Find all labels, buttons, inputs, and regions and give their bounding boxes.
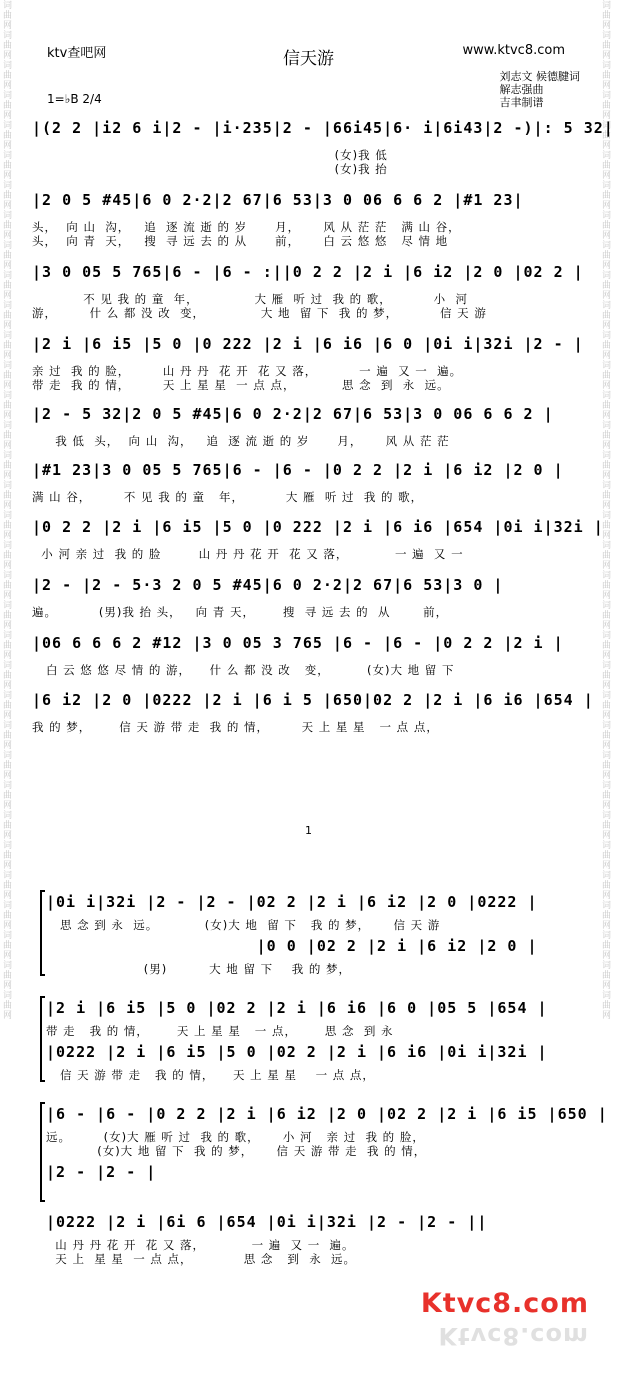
lyric-line-upper: 远。 (女)大 雁 听 过 我 的 歌， 小 河 亲 过 我 的 脸， (46, 1130, 425, 1144)
lyric-line: 我 低 头， 向 山 沟， 追 逐 流 逝 的 岁 月， 风 从 茫 茫 (32, 434, 450, 448)
side-watermark-text: 词曲网词曲网词曲网词曲网词曲网词曲网词曲网词曲网词曲网词曲网词曲网词曲网词曲网词曲网词曲网词曲网词曲网词曲网词曲网词曲网词曲网词曲网词曲网词曲网词曲网词曲网词曲网词曲网词曲网词曲网词曲网词曲网词曲网词曲网 (1, 0, 11, 1020)
notation-line: |6 i2 |2 0 |0222 |2 i |6 i 5 |650|02 2 |2 i |6 i6 |654 | (32, 691, 594, 709)
notation-line: |06 6 6 6 2 #12 |3 0 05 3 765 |6 - |6 - |0 2 2 |2 i | (32, 634, 564, 652)
score-row-8 (32, 575, 585, 619)
logo-reflection-k: K (438, 1322, 459, 1350)
notation-line-lower: |0 0 |02 2 |2 i |6 i2 |2 0 | (46, 937, 538, 955)
side-watermark-text: 词曲网词曲网词曲网词曲网词曲网词曲网词曲网词曲网词曲网词曲网词曲网词曲网词曲网词曲网词曲网词曲网词曲网词曲网词曲网词曲网词曲网词曲网词曲网词曲网词曲网词曲网词曲网词曲网词曲网词曲网词曲网词曲网词曲网词曲网 (600, 0, 610, 1020)
lyric-line-upper: 思 念 到 永 远。 (女)大 地 留 下 我 的 梦， 信 天 游 (46, 918, 441, 932)
left-watermark-strip (0, 0, 18, 1381)
score-row-6 (32, 460, 585, 504)
notation-line-upper: |2 i |6 i5 |5 0 |02 2 |2 i |6 i6 |6 0 |05 5 |654 | (46, 999, 548, 1017)
right-watermark-strip (599, 0, 617, 1381)
logo-text: tvc8.com (442, 1288, 589, 1319)
lyric-line-upper-2: 天 上 星 星 一 点 点， 思 念 到 永 远。 (46, 1252, 357, 1266)
lyric-line: 我 的 梦， 信 天 游 带 走 我 的 情， 天 上 星 星 一 点 点， (32, 720, 439, 734)
lyric-line-upper: 带 走 我 的 情， 天 上 星 星 一 点， 思 念 到 永 (46, 1024, 394, 1038)
lyric-line-lower: 信 天 游 带 走 我 的 情， 天 上 星 星 一 点 点， (46, 1068, 375, 1082)
lyric-line: 遍。 (男)我 抬 头， 向 青 天， 搜 寻 远 去 的 从 前， (32, 605, 449, 619)
site-name: ktv查吧网 (47, 46, 107, 61)
notation-line: |2 i |6 i5 |5 0 |0 222 |2 i |6 i6 |6 0 |0i i|32i |2 - | (32, 335, 584, 353)
notation-line-lower: |0222 |2 i |6 i5 |5 0 |02 2 |2 i |6 i6 |0i i|32i | (46, 1043, 548, 1061)
system-bracket (40, 890, 45, 976)
lyric-line: 白 云 悠 悠 尽 情 的 游， 什 么 都 没 改 变， (女)大 地 留 下 (32, 663, 455, 677)
notation-line: |2 - |2 - 5·3 2 0 5 #45|6 0 2·2|2 67|6 53|3 0 | (32, 576, 504, 594)
logo-reflection-text: tvc8.com (458, 1322, 589, 1350)
lyric-line: 小 河 亲 过 我 的 脸 山 丹 丹 花 开 花 又 落， 一 遍 又 一 (32, 547, 464, 561)
notation-line: |#1 23|3 0 05 5 765|6 - |6 - |0 2 2 |2 i |6 i2 |2 0 | (32, 461, 564, 479)
notation-line: |2 0 5 #45|6 0 2·2|2 67|6 53|3 0 06 6 6 2 |#1 23| (32, 191, 524, 209)
lyric-line: 亲 过 我 的 脸， 山 丹 丹 花 开 花 又 落， 一 遍 又 一 遍。 (32, 364, 463, 378)
ktvc8-logo (421, 1288, 589, 1319)
score-row-10 (32, 690, 594, 734)
notation-line: |0 2 2 |2 i |6 i5 |5 0 |0 222 |2 i |6 i6 |654 |0i i|32i | (32, 518, 604, 536)
notation-line: |(2 2 |i2 6 i|2 - |i·235|2 - |66i45|6· i|6i43|2 -)|: 5 32| (32, 119, 614, 137)
notation-line-upper: |0i i|32i |2 - |2 - |02 2 |2 i |6 i2 |2 0 |0222 | (46, 893, 538, 911)
credit-composer: 解志强曲 (499, 83, 544, 96)
credits (500, 70, 581, 109)
notation-line-upper: |6 - |6 - |0 2 2 |2 i |6 i2 |2 0 |02 2 |2 i |6 i5 |650 | (46, 1105, 608, 1123)
song-title: 信天游 (283, 49, 334, 69)
lyric-line: (女)我 低 (32, 148, 388, 162)
lyric-line: 带 走 我 的 情， 天 上 星 星 一 点 点， 思 念 到 永 远。 (32, 378, 450, 392)
system-bracket (40, 996, 45, 1082)
key-signature: 1=♭B 2/4 (47, 92, 102, 106)
lyric-line: (女)我 抬 (32, 162, 388, 176)
page-number: 1 (305, 824, 312, 837)
notation-line-lower: |2 - |2 - | (46, 1163, 157, 1181)
score-row-2 (32, 190, 585, 248)
duet-row-3 (46, 1104, 608, 1182)
score-row-5 (32, 404, 585, 448)
lyric-line: 头， 向 青 天， 搜 寻 远 去 的 从 前， 白 云 悠 悠 尽 情 地 (32, 234, 449, 248)
lyric-line-upper-2: (女)大 地 留 下 我 的 梦， 信 天 游 带 走 我 的 情， (46, 1144, 427, 1158)
notation-line: |2 - 5 32|2 0 5 #45|6 0 2·2|2 67|6 53|3 0 06 6 6 2 | (32, 405, 554, 423)
lyric-line: 满 山 谷， 不 见 我 的 童 年， 大 雁 听 过 我 的 歌， (32, 490, 424, 504)
score-row-3 (32, 262, 585, 320)
duet-row-1 (46, 892, 585, 976)
score-row-4 (32, 334, 585, 392)
lyric-line-upper: 山 丹 丹 花 开 花 又 落， 一 遍 又 一 遍。 (46, 1238, 355, 1252)
notation-line: |3 0 05 5 765|6 - |6 - :||0 2 2 |2 i |6 i2 |2 0 |02 2 | (32, 263, 584, 281)
logo-reflection (439, 1322, 590, 1350)
duet-row-4 (46, 1212, 585, 1266)
lyric-line-lower: (男) 大 地 留 下 我 的 梦， (46, 962, 352, 976)
credit-arranger: 吉聿制谱 (499, 96, 544, 109)
system-bracket (40, 1102, 45, 1202)
site-url: www.ktvc8.com (462, 43, 565, 58)
credit-lyricist: 刘志文 候德腱词 (499, 70, 580, 83)
duet-row-2 (46, 998, 585, 1082)
score-row-1 (32, 118, 614, 176)
score-row-9 (32, 633, 585, 677)
notation-line-upper: |0222 |2 i |6i 6 |654 |0i i|32i |2 - |2 - || (46, 1213, 488, 1231)
score-row-7 (32, 517, 604, 561)
logo-k: K (420, 1288, 443, 1319)
lyric-line: 头， 向 山 沟， 追 逐 流 逝 的 岁 月， 风 从 茫 茫 满 山 谷， (32, 220, 461, 234)
lyric-line: 不 见 我 的 童 年， 大 雁 听 过 我 的 歌， 小 河 (32, 292, 468, 306)
lyric-line: 游， 什 么 都 没 改 变， 大 地 留 下 我 的 梦， 信 天 游 (32, 306, 487, 320)
